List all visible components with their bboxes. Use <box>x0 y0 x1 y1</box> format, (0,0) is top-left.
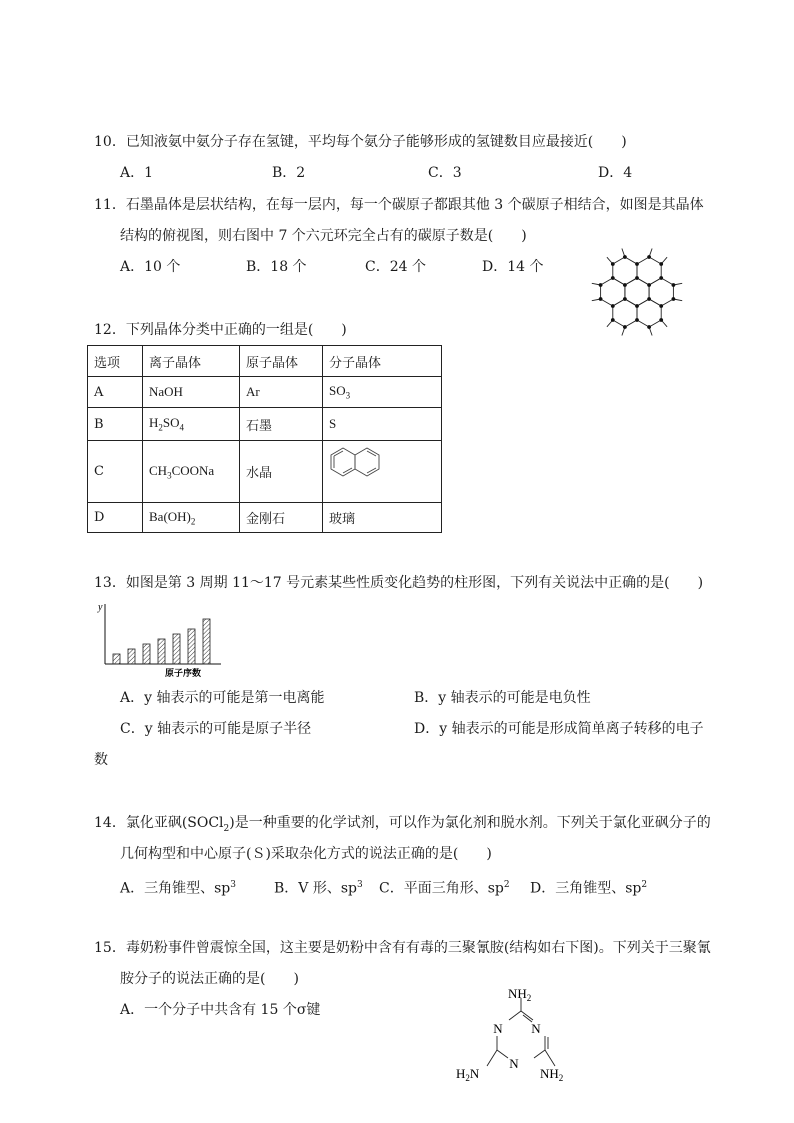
carbon-atom <box>659 262 663 266</box>
q10-option-a: A．1 <box>120 165 154 181</box>
bar-16 <box>188 629 195 664</box>
carbon-atom <box>647 283 651 287</box>
formula-part: Ba(OH) <box>149 508 191 524</box>
option-text: D．三角锥型、sp <box>530 880 642 897</box>
y-axis-label: y <box>98 602 103 613</box>
hexagon-ring <box>613 299 637 327</box>
carbon-atom <box>611 276 615 280</box>
hexagon-ring <box>637 299 661 327</box>
atomic-cell: 石墨 <box>240 408 323 441</box>
carbon-atom <box>659 276 663 280</box>
carbon-atom <box>611 318 615 322</box>
carbon-atom <box>623 325 627 329</box>
q10-stem: 10．已知液氨中氨分子存在氢键，平均每个氨分子能够形成的氢键数目应最接近( ) <box>94 134 627 150</box>
formula-base: SO <box>329 383 346 399</box>
q14-option-a <box>120 876 236 898</box>
carbon-atom <box>647 297 651 301</box>
carbon-atom <box>659 304 663 308</box>
q15-stem-line2: 胺分子的说法正确的是( ) <box>120 971 299 987</box>
option-superscript: 3 <box>230 880 236 890</box>
q13-option-c: C．y 轴表示的可能是原子半径 <box>120 721 312 737</box>
hexagon-ring <box>601 278 625 306</box>
carbon-atom <box>635 318 639 322</box>
row-key: B <box>88 408 143 441</box>
amine-group-left: $H_2N$ <box>456 1066 480 1083</box>
q11-option-d: D．14 个 <box>482 259 544 275</box>
atomic-cell: 水晶 <box>240 441 323 503</box>
ionic-cell <box>143 408 240 441</box>
hexagon-ring <box>625 278 649 306</box>
bar-11 <box>113 654 120 664</box>
carbon-atom <box>623 297 627 301</box>
carbon-atom <box>635 304 639 308</box>
table-row <box>88 503 442 533</box>
row-key: C <box>88 441 143 503</box>
q10-option-b: B．2 <box>272 165 306 181</box>
header-atomic: 原子晶体 <box>240 346 323 377</box>
q14-option-c <box>379 876 510 898</box>
formula-part: CH <box>149 462 168 478</box>
carbon-atom <box>672 297 676 301</box>
amine-group-top: $NH_2$ <box>508 986 532 1003</box>
bar-14 <box>158 639 165 664</box>
carbon-atom <box>647 325 651 329</box>
formula-subscript: 4 <box>179 422 185 433</box>
carbon-atom <box>623 283 627 287</box>
q14-stem-line1 <box>94 814 711 838</box>
carbon-atom <box>611 304 615 308</box>
table-row <box>88 408 442 441</box>
molecular-cell <box>323 441 442 503</box>
formula-part: COONa <box>171 462 215 478</box>
q14-option-d <box>530 876 647 898</box>
table-row <box>88 377 442 408</box>
carbon-atom <box>647 255 651 259</box>
q13-option-d: D．y 轴表示的可能是形成简单离子转移的电子 <box>414 721 704 737</box>
ionic-cell: NaOH <box>143 377 240 408</box>
formula-subscript: 2 <box>158 422 163 433</box>
bar-13 <box>143 644 150 664</box>
q14-stem-line2: 几何构型和中心原子(Ｓ)采取杂化方式的说法正确的是( ) <box>120 846 492 862</box>
molecular-cell: 玻璃 <box>323 503 442 533</box>
q15-option-a: A．一个分子中共含有 15 个σ键 <box>120 1002 321 1018</box>
atomic-cell: Ar <box>240 377 323 408</box>
formula-subscript: 2 <box>190 516 196 527</box>
option-superscript: 2 <box>641 880 648 890</box>
formula-part: SO <box>162 415 180 431</box>
carbon-atom <box>659 318 663 322</box>
bar-15 <box>173 634 180 664</box>
carbon-atom <box>623 255 627 259</box>
q14-option-b <box>274 876 363 898</box>
option-text: A．三角锥型、sp <box>120 880 231 897</box>
ring-nitrogen: N <box>509 1056 519 1071</box>
table-row <box>88 441 442 503</box>
bar-12 <box>128 649 135 664</box>
carbon-atom <box>635 262 639 266</box>
melamine-structure-figure <box>452 984 582 1088</box>
q11-option-a: A．10 个 <box>120 259 181 275</box>
carbon-atom <box>672 283 676 287</box>
molecular-cell: S <box>323 408 442 441</box>
option-text: C．平面三角形、sp <box>379 880 504 897</box>
naphthalene-structure-icon <box>329 442 389 498</box>
carbon-atom <box>599 283 603 287</box>
table-header-row <box>88 346 442 377</box>
q10-option-d: D．4 <box>598 165 633 181</box>
row-key: D <box>88 503 143 533</box>
option-superscript: 3 <box>357 880 363 890</box>
q12-stem: 12．下列晶体分类中正确的一组是( ) <box>94 322 347 338</box>
ring-nitrogen: N <box>493 1021 503 1036</box>
option-superscript: 2 <box>503 880 510 890</box>
atomic-cell: 金刚石 <box>240 503 323 533</box>
x-axis-label: 原子序数 <box>164 669 202 679</box>
option-text: B．V 形、sp <box>274 880 357 897</box>
q14-stem-pre: 14．氯化亚砜(SOCl <box>94 815 224 831</box>
q11-option-c: C．24 个 <box>365 259 426 275</box>
crystal-classification-table <box>87 345 442 533</box>
amine-group-right: $NH_2$ <box>540 1066 564 1083</box>
ionic-cell <box>143 503 240 533</box>
hexagon-ring <box>637 257 661 285</box>
header-option: 选项 <box>88 346 143 377</box>
q15-stem-line1: 15．毒奶粉事件曾震惊全国，这主要是奶粉中含有有毒的三聚氰胺(结构如右下图)。下列关于三聚氰 <box>94 940 711 956</box>
q13-option-b: B．y 轴表示的可能是电负性 <box>414 690 591 706</box>
formula-subscript: 3 <box>345 390 351 401</box>
graphite-layer-figure <box>585 240 690 345</box>
q11-stem-line2: 结构的俯视图，则右图中 7 个六元环完全占有的碳原子数是( ) <box>120 228 527 244</box>
formula-subscript: 3 <box>167 470 172 481</box>
carbon-atom <box>635 276 639 280</box>
ring-nitrogen: N <box>531 1021 541 1036</box>
hexagon-ring <box>613 257 637 285</box>
q14-stem-post: )是一种重要的化学试剂，可以作为氯化剂和脱水剂。下列关于氯化亚砜分子的 <box>229 815 711 831</box>
q13-stem: 13．如图是第 3 周期 11～17 号元素某些性质变化趋势的柱形图，下列有关说法中正确的是( ) <box>94 575 704 591</box>
ionic-cell <box>143 441 240 503</box>
formula-part: H <box>149 415 159 431</box>
carbon-atom <box>611 262 615 266</box>
header-ionic: 离子晶体 <box>143 346 240 377</box>
q11-stem-line1: 11．石墨晶体是层状结构，在每一层内，每一个碳原子都跟其他 3 个碳原子相结合，如图是其晶体 <box>94 197 704 213</box>
q13-bar-chart <box>95 598 235 680</box>
q11-option-b: B．18 个 <box>246 259 307 275</box>
formula-subscript: 2 <box>223 823 230 834</box>
header-molecular: 分子晶体 <box>323 346 442 377</box>
q10-option-c: C．3 <box>428 165 462 181</box>
q13-option-d-tail: 数 <box>94 752 108 768</box>
row-key: A <box>88 377 143 408</box>
q13-option-a: A．y 轴表示的可能是第一电离能 <box>120 690 325 706</box>
hexagon-ring <box>649 278 673 306</box>
bar-17 <box>203 619 210 664</box>
carbon-atom <box>599 297 603 301</box>
molecular-cell <box>323 377 442 408</box>
